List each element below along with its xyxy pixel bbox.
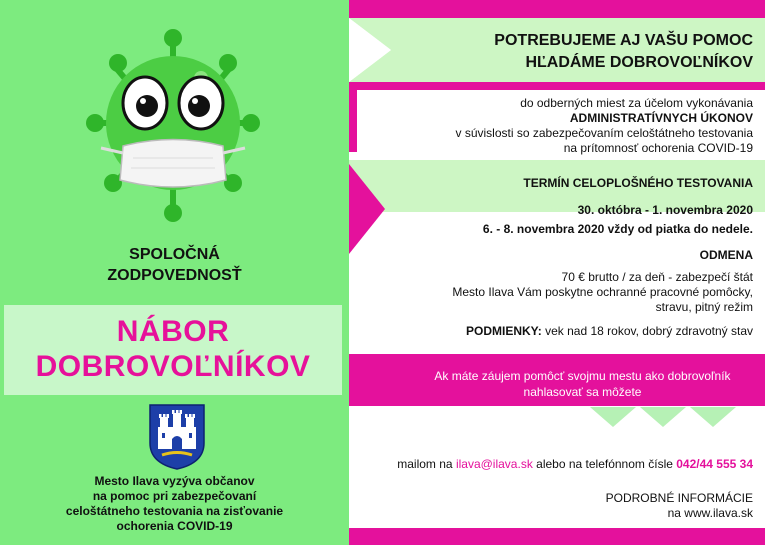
pink-band — [349, 528, 765, 545]
phone-number[interactable]: 042/44 555 34 — [676, 457, 753, 471]
arrow-down-icon — [690, 407, 736, 427]
virus-mask-illustration — [83, 8, 263, 223]
contact-text: mailom na — [397, 457, 456, 471]
reward-text — [452, 270, 753, 315]
intro-line: na prítomnosť ochorenia COVID-19 — [563, 141, 753, 155]
conditions-text: vek nad 18 rokov, dobrý zdravotný stav — [541, 324, 753, 338]
term-date: 30. októbra - 1. novembra 2020 — [577, 203, 753, 217]
conditions-label: PODMIENKY: — [466, 324, 542, 338]
headline — [494, 30, 753, 74]
info-title: PODROBNÉ INFORMÁCIE — [605, 491, 753, 505]
slogan — [0, 244, 349, 286]
left-note — [0, 474, 349, 534]
intro-line: do odberných miest za účelom vykonávania — [520, 96, 753, 110]
slogan-line: SPOLOČNÁ — [129, 246, 220, 263]
term-date: 6. - 8. novembra 2020 vždy od piatka do nedele. — [482, 222, 753, 236]
info-website[interactable]: na www.ilava.sk — [667, 506, 753, 520]
info-block — [606, 491, 753, 521]
pink-arrow-shape — [349, 164, 389, 254]
note-line: na pomoc pri zabezpečovaní — [92, 489, 257, 503]
pink-band — [349, 0, 765, 18]
pink-band — [349, 82, 765, 90]
contact-text: alebo na telefónnom čísle — [532, 457, 677, 471]
ilava-coat-of-arms-icon — [148, 403, 206, 471]
intro-line: v súvislosti so zabezpečovaním celoštátneho testovania — [455, 126, 753, 140]
conditions — [466, 324, 753, 339]
note-line: celoštátneho testovania na zisťovanie — [65, 504, 284, 518]
arrow-down-icon — [640, 407, 686, 427]
note-line: ochorenia COVID-19 — [116, 519, 233, 533]
main-title-line: DOBROVOĽNÍKOV — [35, 350, 311, 383]
note-line: Mesto Ilava vyzýva občanov — [94, 474, 255, 488]
main-title-line: NÁBOR — [116, 315, 230, 348]
intro-text — [456, 96, 754, 156]
pink-edge-shape — [349, 82, 361, 152]
term-dates — [483, 203, 753, 237]
headline-line: HĽADÁME DOBROVOĽNÍKOV — [525, 54, 753, 71]
term-title: TERMÍN CELOPLOŠNÉHO TESTOVANIA — [523, 176, 753, 190]
email-link[interactable]: ilava@ilava.sk — [455, 457, 533, 471]
reward-line: 70 € brutto / za deň - zabezpečí štát — [561, 270, 753, 284]
call-to-action — [410, 368, 755, 400]
reward-title: ODMENA — [699, 248, 753, 262]
reward-line: stravu, pitný režim — [655, 300, 753, 314]
contact-line — [397, 457, 753, 472]
arrow-down-icon — [590, 407, 636, 427]
intro-line: ADMINISTRATÍVNYCH ÚKONOV — [569, 111, 753, 125]
main-title — [4, 314, 342, 384]
headline-line: POTREBUJEME AJ VAŠU POMOC — [494, 32, 753, 49]
slogan-line: ZODPOVEDNOSŤ — [107, 267, 242, 284]
reward-line: Mesto Ilava Vám poskytne ochranné pracovné pomôcky, — [452, 285, 753, 299]
call-line: Ak máte záujem pomôcť svojmu mestu ako dobrovoľník — [434, 369, 731, 383]
call-line: nahlasovať sa môžete — [523, 385, 642, 399]
